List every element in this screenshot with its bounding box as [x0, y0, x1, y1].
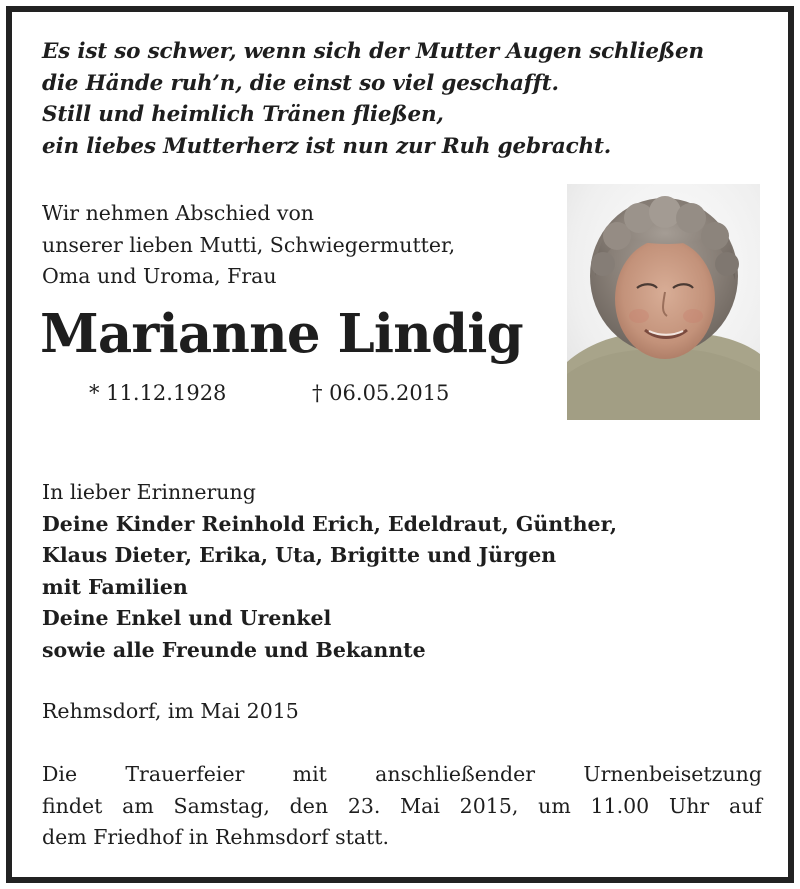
mourner-line: mit Familien [42, 574, 188, 599]
remembrance-section [42, 477, 762, 666]
remembrance-intro: In lieber Erinnerung [42, 480, 256, 504]
poem-line: ein liebes Mutterherz ist nun zur Ruh gebracht. [42, 133, 611, 159]
memorial-poem [42, 36, 772, 162]
poem-line: Still und heimlich Tränen fließen, [42, 102, 444, 127]
mourner-line: Klaus Dieter, Erika, Uta, Brigitte und Jürgen [42, 543, 557, 567]
death-date: † 06.05.2015 [312, 381, 450, 405]
mourner-line: Deine Kinder Reinhold Erich, Edeldraut, Günther, [42, 511, 618, 536]
portrait-photo [567, 184, 760, 420]
service-line: findet am Samstag, den 23. Mai 2015, um 11.00 Uhr auf [42, 793, 762, 818]
poem-line: die Hände ruh’n, die einst so viel geschafft. [42, 70, 559, 96]
obituary-frame [6, 6, 794, 883]
portrait-illustration [567, 184, 760, 420]
intro-line: unserer lieben Mutti, Schwiegermutter, [42, 232, 456, 257]
birth-date: * 11.12.1928 [89, 381, 227, 405]
intro-line: Oma und Uroma, Frau [42, 264, 277, 288]
funeral-service-info [42, 759, 762, 854]
obituary-content [12, 12, 788, 877]
service-line: Die Trauerfeier mit anschließender Urnenbeisetzung [42, 762, 762, 786]
mourner-line: Deine Enkel und Urenkel [42, 606, 332, 630]
poem-line: Es ist so schwer, wenn sich der Mutter Augen schließen [42, 39, 704, 64]
mourner-line: sowie alle Freunde und Bekannte [42, 637, 426, 662]
place-and-date: Rehmsdorf, im Mai 2015 [42, 699, 299, 723]
intro-line: Wir nehmen Abschied von [42, 201, 314, 225]
service-line: dem Friedhof in Rehmsdorf statt. [42, 825, 390, 849]
farewell-intro [42, 198, 562, 293]
deceased-name: Marianne Lindig [40, 303, 523, 365]
